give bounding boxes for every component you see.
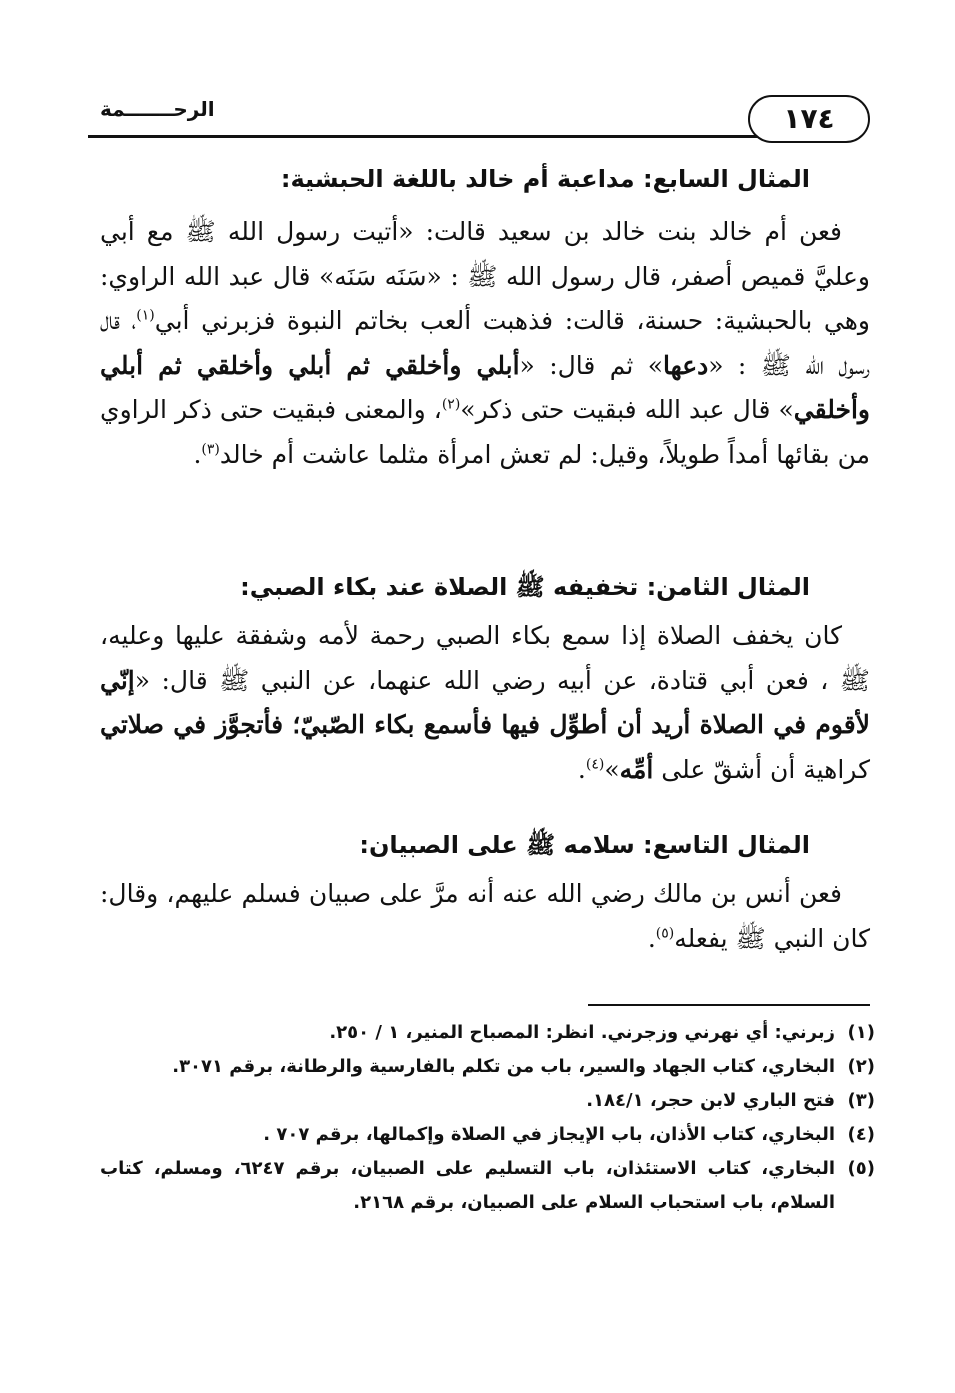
footnote-separator: [588, 1004, 870, 1006]
section-heading: المثال الثامن: تخفيفه ﷺ الصلاة عند بكاء الصبي:: [240, 573, 810, 601]
section-heading: المثال التاسع: سلامه ﷺ على الصبيان:: [359, 831, 810, 859]
footnote-ref[interactable]: (١): [136, 307, 155, 324]
footnote-ref[interactable]: (٢): [441, 396, 461, 413]
footnote-item: (٤) البخاري، كتاب الأذان، باب الإيجاز في الصلاة وإكمالها، برقم ٧٠٧ .: [263, 1124, 875, 1145]
footnote-ref[interactable]: (٥): [655, 925, 675, 942]
section-seventh-example: [100, 160, 870, 477]
section-ninth-example: [100, 826, 870, 961]
header-rule: [88, 135, 758, 138]
running-title: الرحـــــــمة: [100, 97, 215, 121]
footnote-item: (١) زبرني: أي نهرني وزجرني. انظر: المصباح المنير، ١ / ٢٥٠.: [329, 1022, 875, 1043]
page-number: ١٧٤: [748, 95, 870, 143]
section-heading: المثال السابع: مداعبة أم خالد باللغة الحبشية:: [280, 165, 810, 193]
page-header: [88, 95, 870, 153]
footnote-item: (٢) البخاري، كتاب الجهاد والسير، باب من تكلم بالفارسية والرطانة، برقم ٣٠٧١.: [172, 1056, 875, 1077]
section-paragraph: فعن أنس بن مالك رضي الله عنه أنه مرَّ على صبيان فسلم عليهم، وقال: كان النبي ﷺ يفعله$^{(٥)}$.: [100, 879, 870, 953]
footnote-item: (٣) فتح الباري لابن حجر، ١٨٤/١.: [586, 1090, 875, 1111]
section-paragraph: كان يخفف الصلاة إذا سمع بكاء الصبي رحمة لأمه وشفقة عليها وعليه، ﷺ ، فعن أبي قتادة، عن أبيه رضي الله عنهما، عن النبي ﷺ قال: «إنّي لأقوم في الصلاة أريد أن أطوِّل فيها فأسمع بكاء الصّبيّ؛ فأتجوَّز في صلاتي كراهية أن أشقّ على أمِّه»$^{(٤)}$.: [100, 621, 870, 784]
footnote-ref[interactable]: (٤): [585, 756, 605, 773]
footnotes: [100, 1016, 875, 1220]
section-eighth-example: [100, 568, 870, 792]
footnote-ref[interactable]: (٣): [201, 441, 220, 458]
footnote-item: (٥) البخاري، كتاب الاستئذان، باب التسليم على الصبيان، برقم ٦٢٤٧، ومسلم، كتاب السلام، باب استحباب السلام على الصبيان، برقم ٢١٦٨.: [100, 1158, 875, 1213]
section-paragraph: فعن أم خالد بنت خالد بن سعيد قالت: «أتيت رسول الله ﷺ مع أبي وعليَّ قميص أصفر، قال رسول الله ﷺ : «سَنَه سَنَه» قال عبد الله الراوي: وهي بالحبشية: حسنة، قالت: فذهبت ألعب بخاتم النبوة فزبرني أبي$^{(١)}$، قال رسول الله ﷺ : «دعها» ثم قال: «أبلي وأخلقي ثم أبلي وأخلقي ثم أبلي وأخلقي» قال عبد الله فبقيت حتى ذكر»$^{(٢)}$، والمعنى فبقيت حتى ذكر الراوي من بقائها أمداً طويلاً، وقيل: لم تعش امرأة مثلما عاشت أم خالد$^{(٣)}$.: [100, 217, 871, 469]
